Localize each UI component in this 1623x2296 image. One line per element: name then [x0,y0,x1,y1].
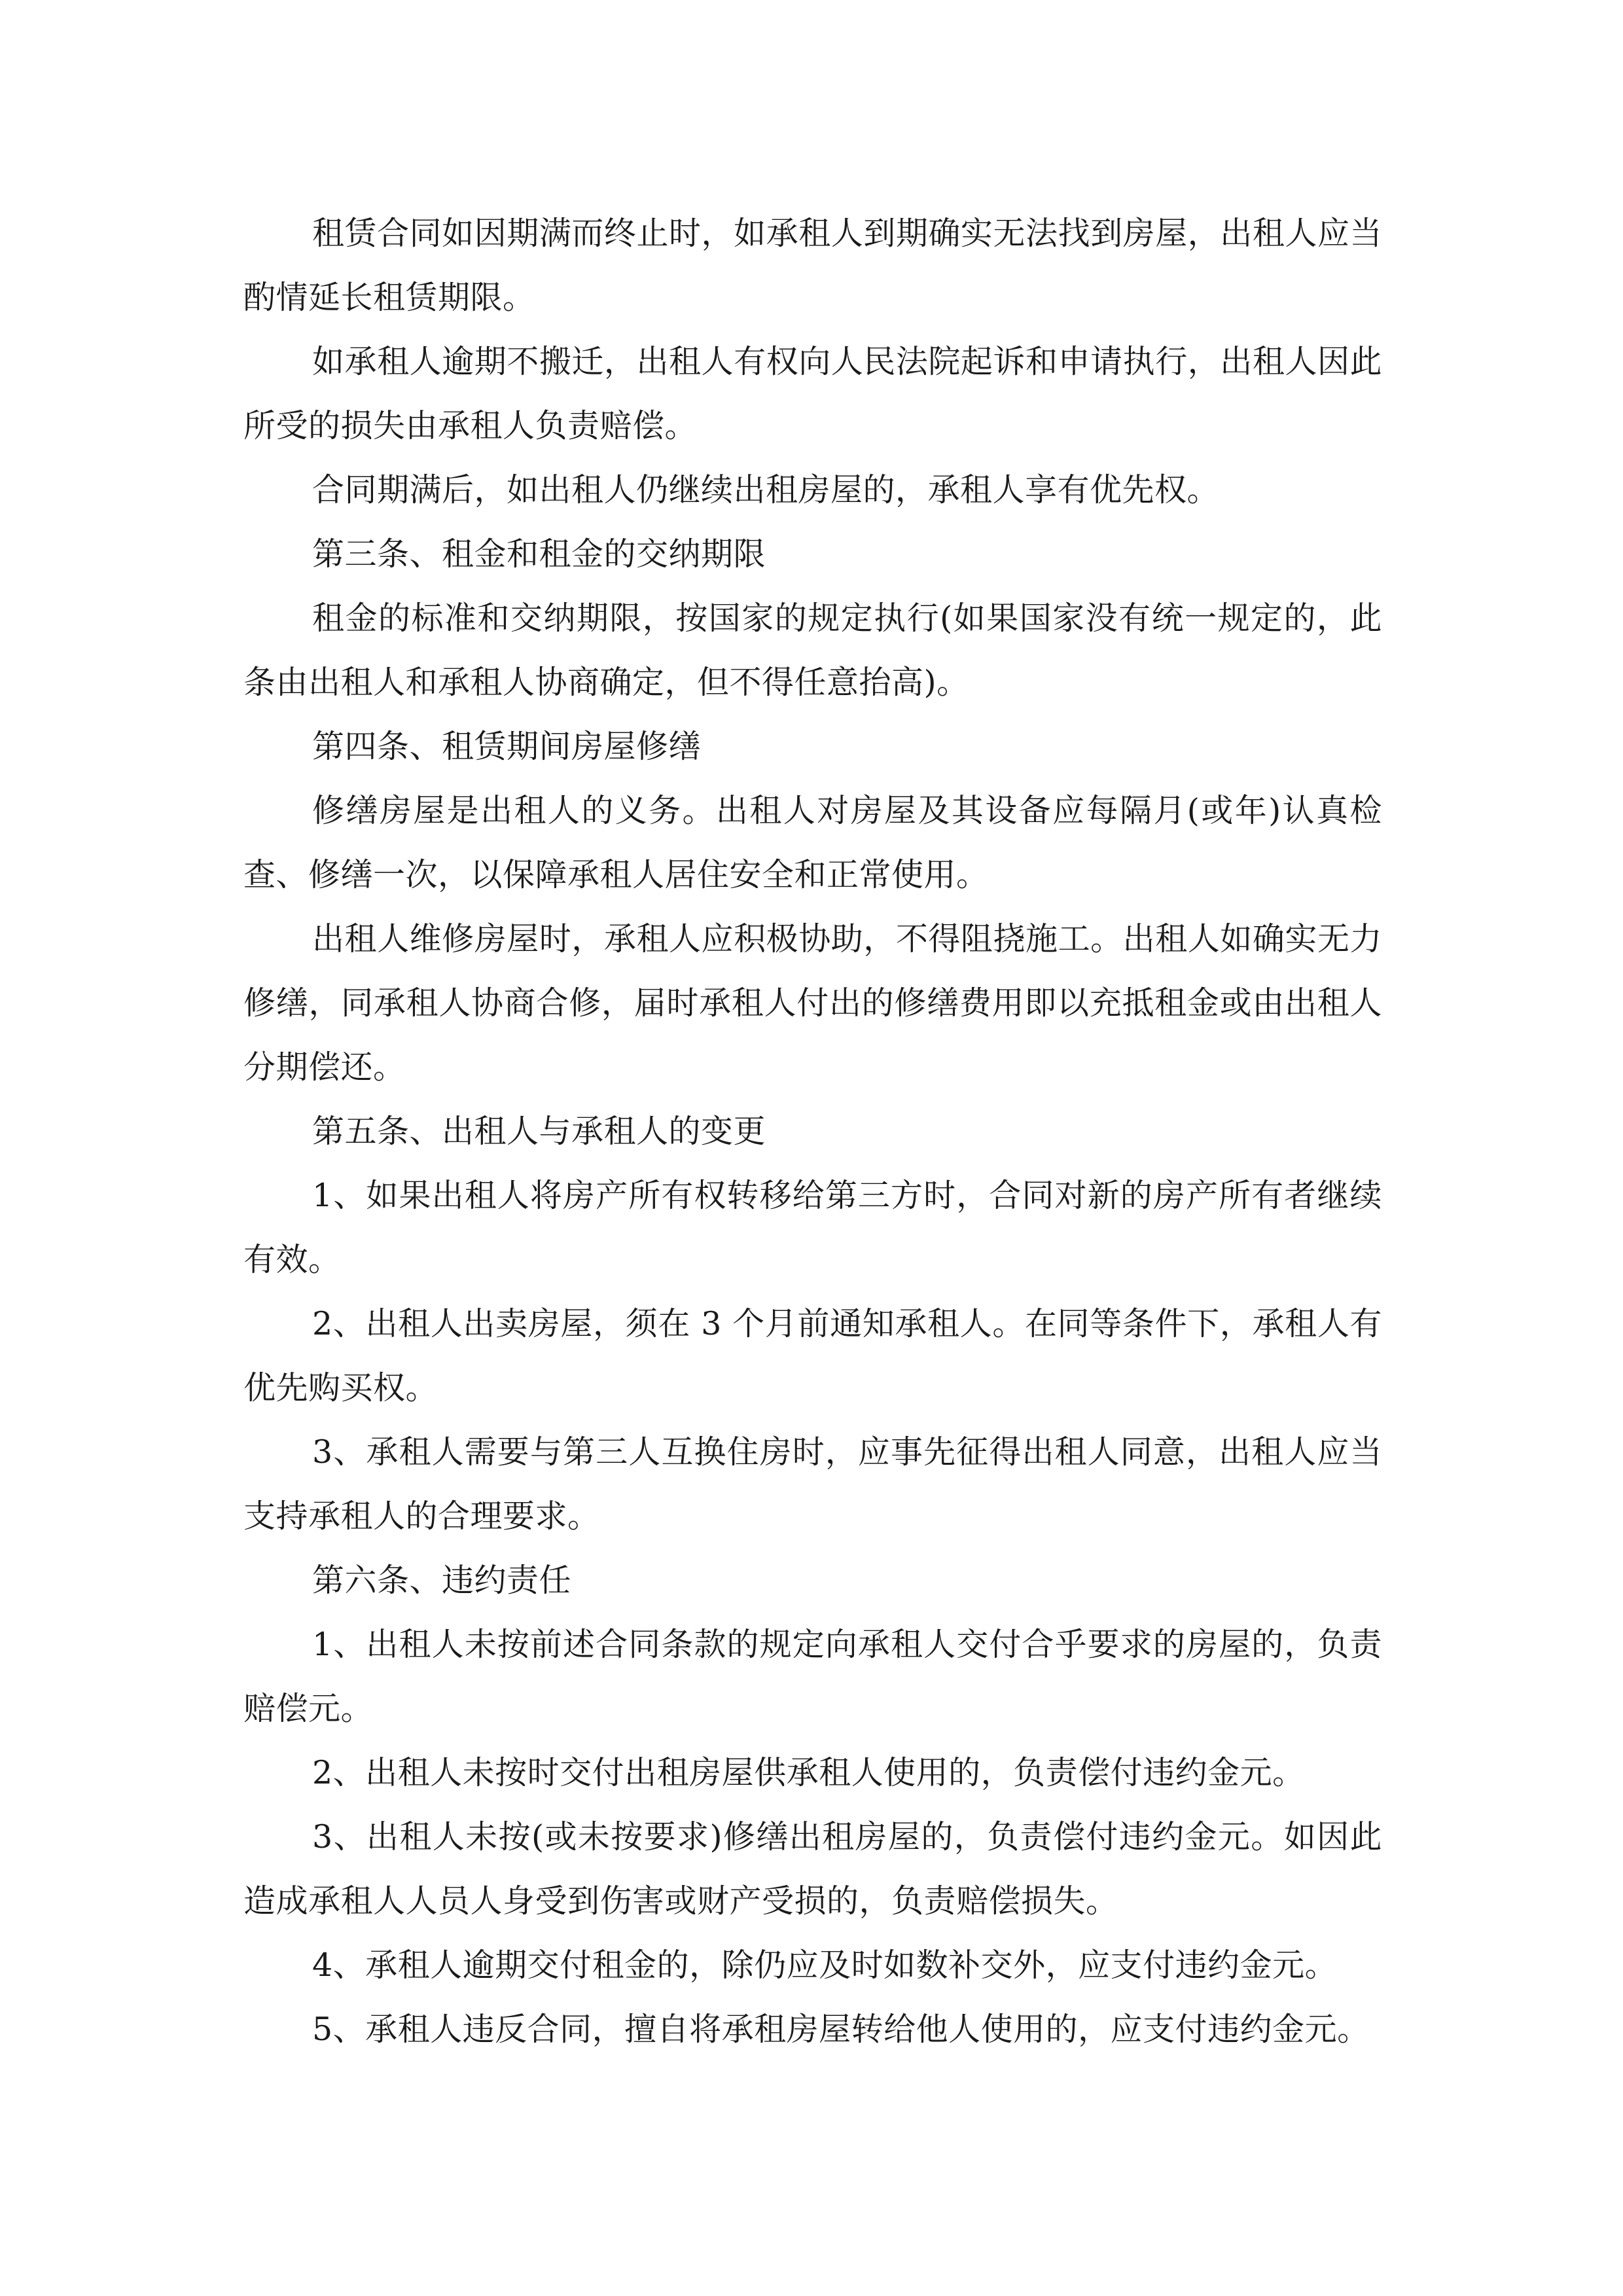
document-body [243,202,1382,2062]
clause-5-2: 2、出租人出卖房屋，须在 3 个月前通知承租人。在同等条件下，承租人有优先购买权。 [243,1305,1382,1407]
paragraph-3: 合同期满后，如出租人仍继续出租房屋的，承租人享有优先权。 [312,471,1220,509]
paragraph-2: 如承租人逾期不搬迁，出租人有权向人民法院起诉和申请执行，出租人因此所受的损失由承租人负责赔偿。 [243,343,1382,444]
clause-5-3: 3、承租人需要与第三人互换住房时，应事先征得出租人同意，出租人应当支持承租人的合理要求。 [243,1433,1382,1535]
paragraph-1: 租赁合同如因期满而终止时，如承租人到期确实无法找到房屋，出租人应当酌情延长租赁期限。 [243,215,1382,316]
clause-6-5: 5、承租人违反合同，擅自将承租房屋转给他人使用的，应支付违约金元。 [312,2011,1370,2048]
clause-6-3: 3、出租人未按(或未按要求)修缮出租房屋的，负责偿付违约金元。如因此造成承租人人员人身受到伤害或财产受损的，负责赔偿损失。 [243,1818,1382,1920]
section-heading-4: 第四条、租赁期间房屋修缮 [312,728,702,765]
section-heading-5: 第五条、出租人与承租人的变更 [312,1113,766,1150]
clause-6-1: 1、出租人未按前述合同条款的规定向承租人交付合乎要求的房屋的，负责赔偿元。 [243,1626,1382,1727]
clause-5-1: 1、如果出租人将房产所有权转移给第三方时，合同对新的房产所有者继续有效。 [243,1177,1382,1278]
section-heading-3: 第三条、租金和租金的交纳期限 [312,535,766,573]
paragraph-4: 租金的标准和交纳期限，按国家的规定执行(如果国家没有统一规定的，此条由出租人和承租人协商确定，但不得任意抬高)。 [243,600,1382,701]
paragraph-6: 出租人维修房屋时，承租人应积极协助，不得阻挠施工。出租人如确实无力修缮，同承租人协商合修，届时承租人付出的修缮费用即以充抵租金或由出租人分期偿还。 [243,920,1382,1086]
section-heading-6: 第六条、违约责任 [312,1562,572,1599]
paragraph-5: 修缮房屋是出租人的义务。出租人对房屋及其设备应每隔月(或年)认真检查、修缮一次，以保障承租人居住安全和正常使用。 [243,792,1382,893]
clause-6-4: 4、承租人逾期交付租金的，除仍应及时如数补交外，应支付违约金元。 [312,1946,1338,1984]
clause-6-2: 2、出租人未按时交付出租房屋供承租人使用的，负责偿付违约金元。 [312,1754,1305,1791]
